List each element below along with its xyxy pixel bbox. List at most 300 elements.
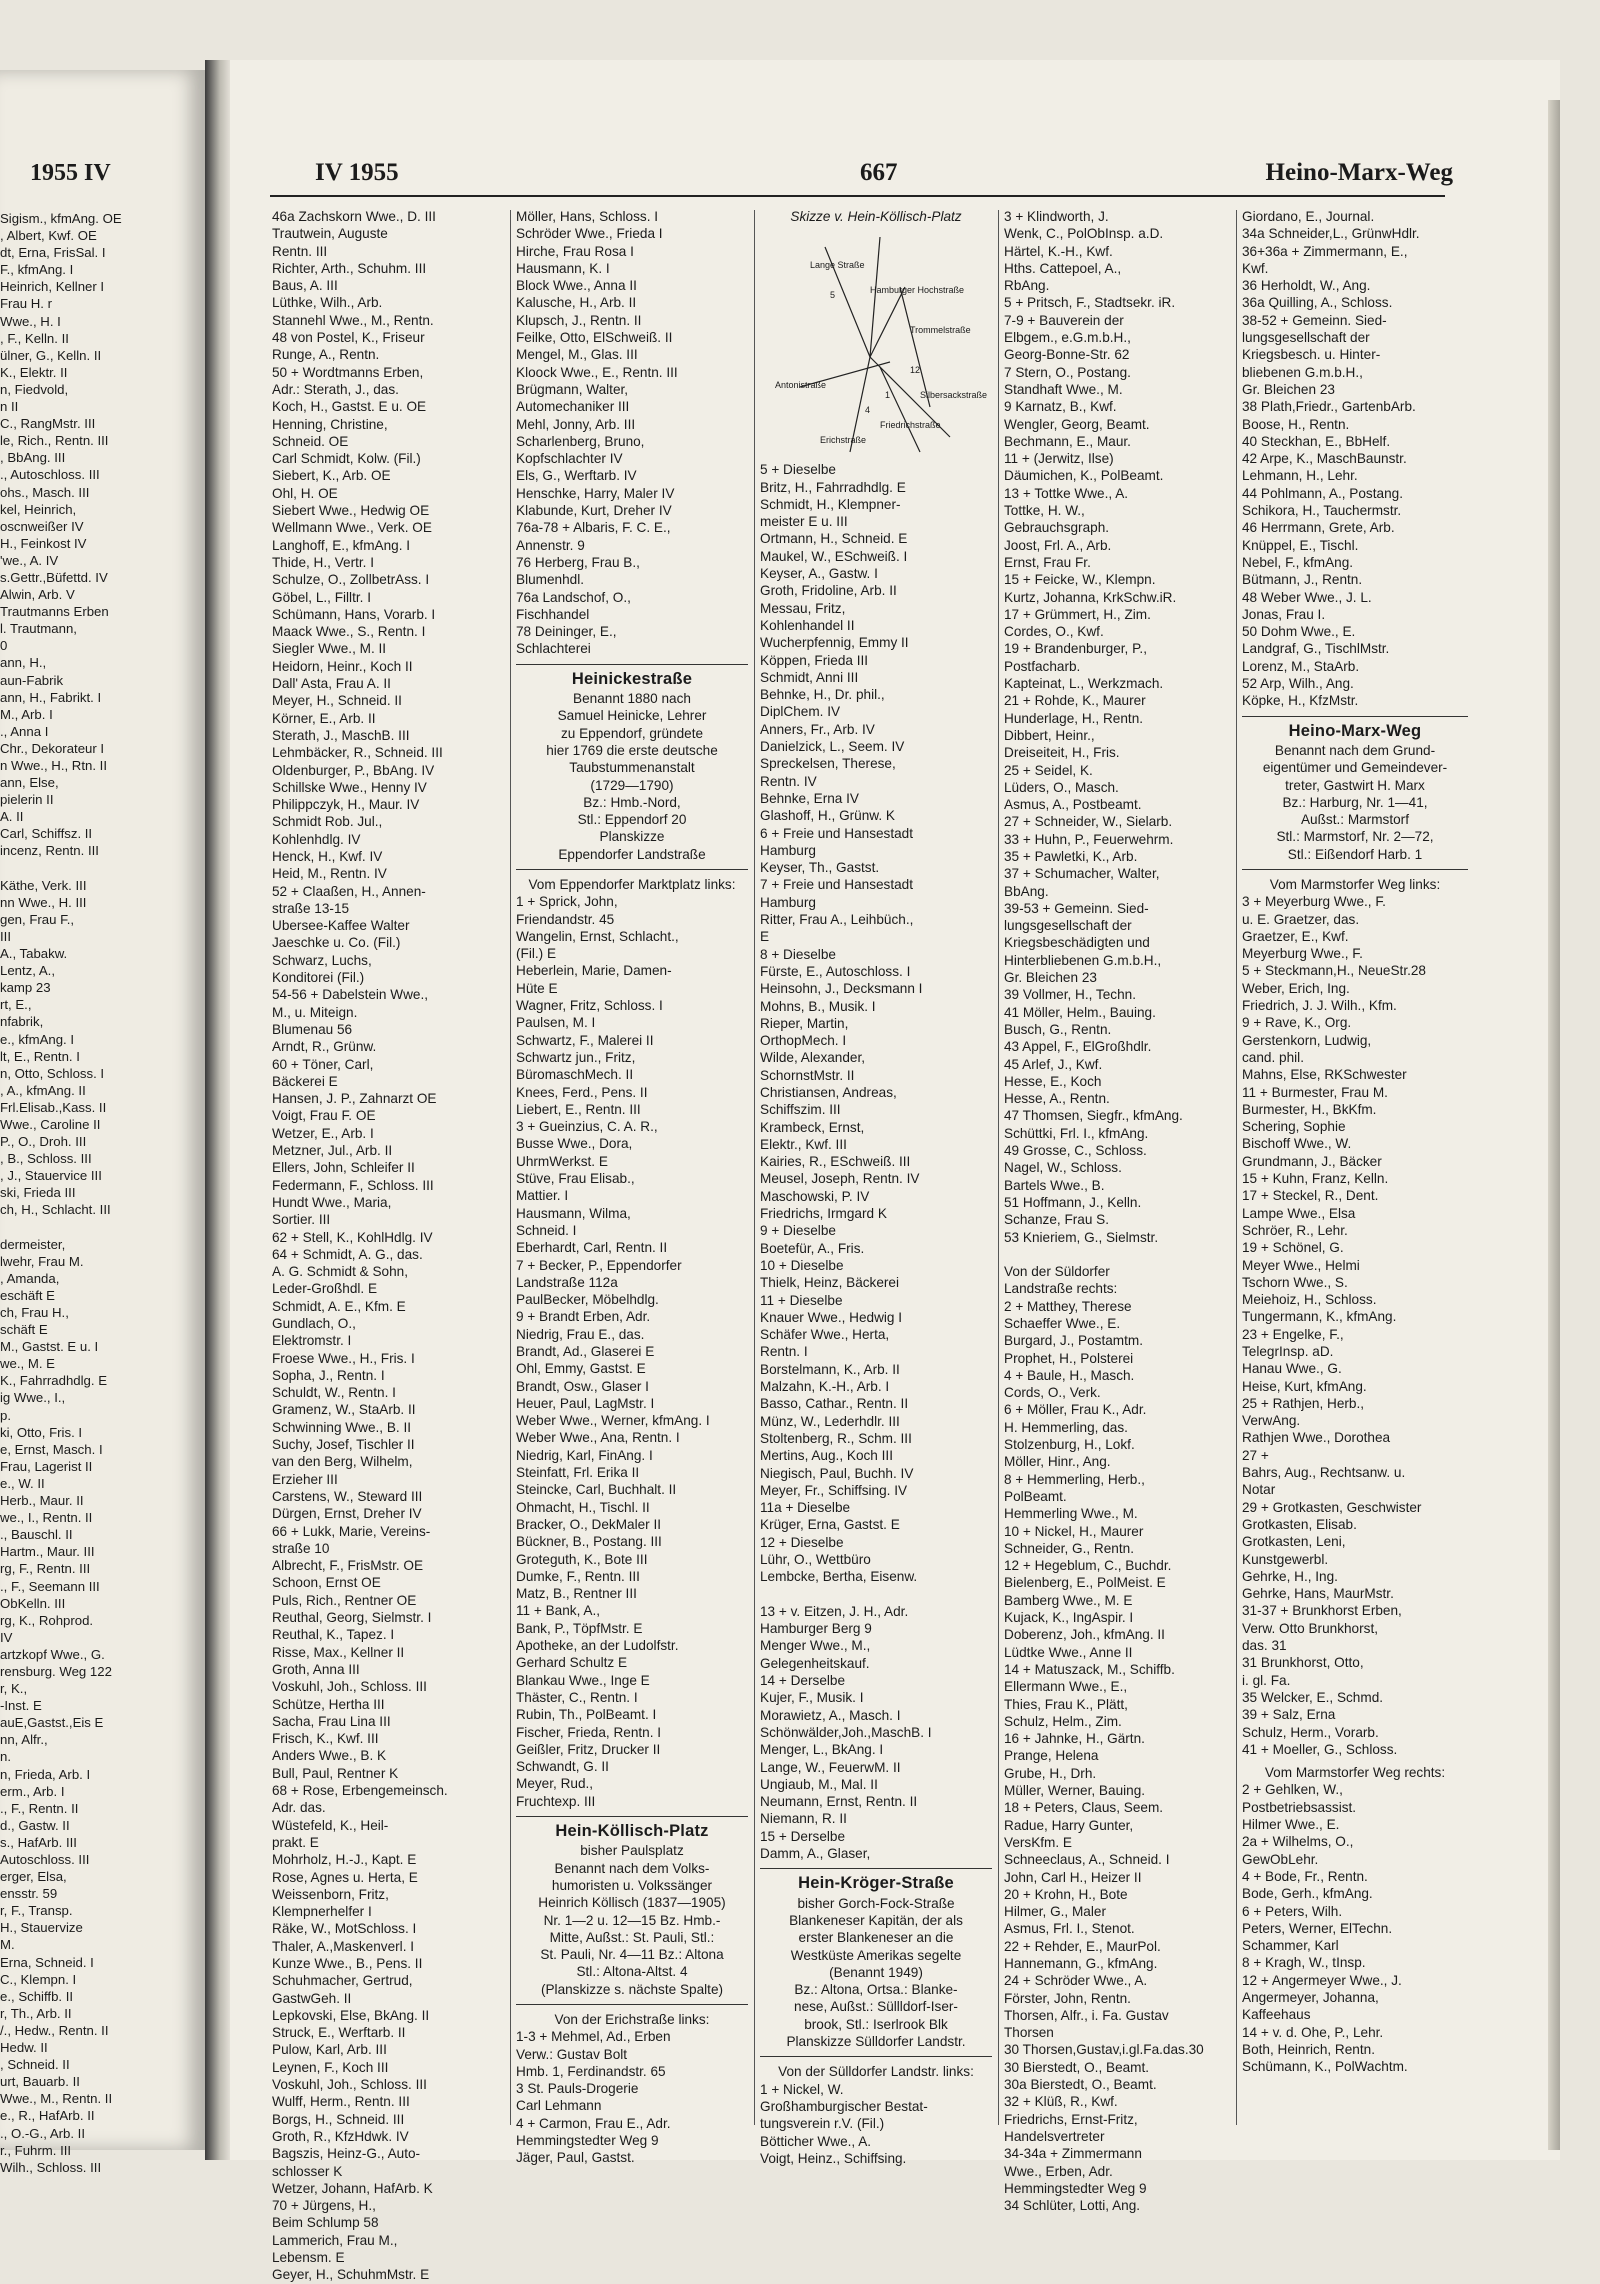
street-intro-line: Heinrich Köllisch (1837—1905) [538, 1895, 726, 1911]
directory-entry: , Schneid. II [0, 2057, 70, 2073]
directory-entry: P., O., Droh. III [0, 1134, 87, 1150]
directory-entry: Bull, Paul, Rentner K [272, 1765, 399, 1781]
directory-entry: Maschowski, P. IV [760, 1188, 870, 1204]
directory-entry: erm., Arb. I [0, 1783, 65, 1799]
map-street-label: Hamburger Hochstraße [870, 285, 965, 296]
directory-entry: Nebel, F., kfmAng. [1242, 554, 1354, 570]
directory-entry: Rentn. IV [760, 773, 817, 789]
column-separator [1236, 210, 1237, 2125]
directory-entry: Thäster, C., Rentn. I [516, 1689, 638, 1705]
direction-heinicke: Vom Eppendorfer Marktplatz links: [528, 876, 736, 892]
directory-entry: Ellermann Wwe., E., [1004, 1679, 1128, 1695]
directory-entry: Heidorn, Heinr., Koch II [272, 658, 413, 674]
column-separator [754, 210, 755, 2125]
directory-entry: Rose, Agnes u. Herta, E [272, 1869, 418, 1885]
direction-koellisch: Von der Erichstraße links: [554, 2011, 710, 2027]
directory-entry: Wwe., M., Rentn. II [0, 2091, 113, 2107]
directory-entry: Boose, H., Rentn. [1242, 416, 1350, 432]
directory-entry: Gelegenheitskauf. [760, 1655, 870, 1671]
directory-entry: Messau, Fritz, [760, 600, 846, 616]
directory-entry: l. Trautmann, [0, 621, 77, 637]
directory-entry: K., Elektr. II [0, 364, 68, 380]
directory-entry: 35 + Pawletki, K., Arb. [1004, 848, 1138, 864]
street-intro-line: erster Blankeneser an die [798, 1930, 954, 1946]
street-intro-line: (Benannt 1949) [829, 1964, 923, 1980]
street-intro-line: (1729—1790) [590, 777, 674, 793]
directory-entry: OrthopMech. I [760, 1033, 847, 1049]
directory-entry: Metzner, Jul., Arb. II [272, 1143, 393, 1159]
directory-entry: Heinrich, Kellner I [0, 279, 105, 295]
directory-entry: Maukel, W., ESchweiß. I [760, 548, 908, 564]
directory-entry: VerwAng. [1242, 1413, 1301, 1429]
directory-entry: Schulz, Herm., Vorarb. [1242, 1724, 1379, 1740]
directory-entry: Thies, Frau K., Plätt, [1004, 1696, 1128, 1712]
directory-entry: 12 + Dieselbe [760, 1534, 844, 1550]
directory-entry: Köpke, H., KfzMstr. [1242, 693, 1359, 709]
directory-entry: Hedw. II [0, 2040, 48, 2056]
directory-entry: le, Rich., Rentn. III [0, 433, 109, 449]
directory-entry: p. [0, 1407, 11, 1423]
directory-entry: ., F., Rentn. II [0, 1800, 79, 1816]
directory-entry: Erzieher III [272, 1471, 338, 1487]
street-intro-line: Mitte, Außst.: St. Pauli, Stl.: [549, 1929, 715, 1945]
directory-entry: A., Tabakw. [0, 946, 68, 962]
directory-entry: Knees, Ferd., Pens. II [516, 1084, 648, 1100]
map-house-number: 12 [910, 365, 921, 376]
directory-entry: 2 + Gehlken, W., [1242, 1782, 1343, 1798]
directory-entry: Maack Wwe., S., Rentn. I [272, 624, 426, 640]
directory-entry: 13 + Tottke Wwe., A. [1004, 485, 1129, 501]
section-divider [1242, 716, 1468, 717]
directory-entry: GewObLehr. [1242, 1851, 1319, 1867]
directory-entry: 46a Zachskorn Wwe., D. III [272, 209, 436, 224]
directory-entry: Däumichen, K., PolBeamt. [1004, 468, 1164, 484]
directory-entry: Hundt Wwe., Maria, [272, 1194, 392, 1210]
left-page-entries [0, 210, 200, 2176]
directory-entry: 52 + Claaßen, H., Annen- [272, 883, 426, 899]
directory-entry: 0 [0, 638, 8, 654]
directory-entry: 51 Hoffmann, J., Kelln. [1004, 1194, 1142, 1210]
directory-entry: Hamburg [760, 894, 816, 910]
directory-entry: 3 St. Pauls-Drogerie [516, 2081, 639, 2097]
directory-entry: Dibbert, Heinr., [1004, 727, 1095, 743]
directory-entry: Knauer Wwe., Hedwig I [760, 1309, 903, 1325]
directory-entry: 9 Karnatz, B., Kwf. [1004, 399, 1117, 415]
directory-entry: 25 + Seidel, K. [1004, 762, 1093, 778]
directory-entry: Möller, Hinr., Ang. [1004, 1454, 1111, 1470]
directory-entry: Meyer, Rud., [516, 1776, 594, 1792]
directory-entry: Tottke, H. W., [1004, 503, 1085, 519]
directory-entry: 21 + Rohde, K., Maurer [1004, 693, 1146, 709]
directory-entry: Ungiaub, M., Mal. II [760, 1776, 878, 1792]
directory-entry: Jäger, Paul, Gastst. [516, 2150, 635, 2166]
directory-entry: 6 + Peters, Wilh. [1242, 1903, 1343, 1919]
directory-entry: Adr. das. [272, 1800, 326, 1816]
directory-entry: Sacha, Frau Lina III [272, 1713, 391, 1729]
directory-entry: n Wwe., H., Rtn. II [0, 758, 107, 773]
directory-entry: ki, Otto, Fris. I [0, 1424, 83, 1440]
directory-entry: Paulsen, M. I [516, 1015, 596, 1031]
directory-entry: van den Berg, Wilhelm, [272, 1454, 413, 1470]
directory-entry: UhrmWerkst. E [516, 1153, 608, 1169]
directory-entry: 45 Arlef, J., Kwf. [1004, 1056, 1103, 1072]
directory-entry: we., I., Rentn. II [0, 1510, 93, 1526]
directory-entry: 48 von Postel, K., Friseur [272, 330, 425, 346]
directory-entry: Fruchtexp. III [516, 1793, 596, 1809]
directory-entry: Schümann, K., PolWachtm. [1242, 2059, 1408, 2075]
street-entries-heinicke [516, 893, 748, 1810]
directory-entry [1004, 1246, 1230, 1263]
directory-entry: BbAng. [1004, 883, 1049, 899]
street-intro-line: Benannt nach dem Grund- [1274, 742, 1436, 758]
directory-entry: Trautmanns Erben [0, 604, 109, 620]
street-heading-heino-marx: Heino-Marx-Weg [1288, 721, 1422, 740]
directory-entry: incenz, Rentn. III [0, 843, 99, 859]
directory-entry: Prange, Helena [1004, 1748, 1099, 1764]
directory-entry: Neumann, Ernst, Rentn. II [760, 1794, 918, 1810]
directory-entry: Bagszis, Heinz-G., Auto- [272, 2146, 421, 2162]
page-edge [1548, 100, 1560, 2150]
directory-entry: 64 + Schmidt, A. G., das. [272, 1246, 423, 1262]
directory-entry: Dürgen, Ernst, Dreher IV [272, 1506, 422, 1522]
sketch-map-lines [770, 227, 980, 457]
directory-entry: ann, H., [0, 655, 47, 671]
directory-entry: Groth, Fridoline, Arb. II [760, 583, 897, 599]
section-divider [516, 869, 748, 870]
directory-entry: , A., kfmAng. II [0, 1082, 86, 1098]
street-intro-line: Außst.: Marmstorf [1300, 812, 1409, 828]
directory-entry: Sortier. III [272, 1212, 331, 1228]
directory-entry: n, Frieda, Arb. I [0, 1766, 91, 1782]
directory-entry: Lebensm. E [272, 2250, 345, 2266]
directory-entry: 2 + Matthey, Therese [1004, 1298, 1132, 1314]
directory-entry: n, Otto, Schloss. I [0, 1065, 105, 1081]
directory-entry: Leder-Großhdl. E [272, 1281, 378, 1297]
directory-entry: Kujack, K., IngAspir. I [1004, 1610, 1134, 1626]
directory-entry: Ernst, Frau Fr. [1004, 554, 1091, 570]
directory-entry: Schammer, Karl [1242, 1938, 1339, 1954]
directory-entry: Konditorei (Fil.) [272, 970, 365, 986]
directory-entry: Burgard, J., Postamtm. [1004, 1333, 1144, 1349]
directory-entry: Friedrichs, Irmgard K [760, 1206, 887, 1222]
directory-entry: Schröder Wwe., Frieda I [516, 226, 663, 242]
map-house-number: 1 [885, 390, 891, 401]
directory-entry: Rubin, Th., PolBeamt. I [516, 1707, 657, 1723]
directory-entry: r, Th., Arb. II [0, 2005, 72, 2021]
street-intro-heinicke [516, 690, 748, 863]
street-intro-line: zu Eppendorf, gründete [560, 725, 704, 741]
directory-entry: Münz, W., Lederhdlr. III [760, 1413, 900, 1429]
directory-entry: 36 Herholdt, W., Ang. [1242, 278, 1371, 294]
directory-entry: Hths. Cattepoel, A., [1004, 260, 1122, 276]
directory-entry: H., Stauervize [0, 1920, 83, 1936]
directory-entry: 25 + Rathjen, Herb., [1242, 1395, 1365, 1411]
directory-entry: Behnke, H., Dr. phil., [760, 687, 885, 703]
directory-entry: Heuer, Paul, LagMstr. I [516, 1395, 655, 1411]
directory-entry: Frau H. r [0, 296, 53, 312]
directory-entry: III [0, 928, 11, 944]
directory-entry: Frl.Elisab.,Kass. II [0, 1099, 107, 1115]
directory-entry: 50 Dohm Wwe., E. [1242, 624, 1356, 640]
directory-entry: Schikora, H., Tauchermstr. [1242, 503, 1402, 519]
directory-entry: Schwarz, Luchs, [272, 952, 372, 968]
directory-entry: 30 Thorsen,Gustav,i.gl.Fa.das.30 [1004, 2042, 1204, 2058]
directory-entry: Ohl, Emmy, Gastst. E [516, 1361, 646, 1377]
directory-entry: Keyser, A., Gastw. I [760, 566, 878, 582]
directory-entry: eschäft E [0, 1287, 55, 1303]
direction-heino-left: Vom Marmstorfer Weg links: [1269, 876, 1441, 892]
directory-entry: Federmann, F., Schloss. III [272, 1177, 434, 1193]
directory-entry: 8 + Dieselbe [760, 946, 836, 962]
directory-entry: 62 + Stell, K., KohlHdlg. IV [272, 1229, 433, 1245]
directory-entry: Fischer, Frieda, Rentn. I [516, 1724, 662, 1740]
directory-entry: 4 + Bode, Fr., Rentn. [1242, 1868, 1368, 1884]
directory-entry: Niemann, R. II [760, 1811, 847, 1827]
street-sketch-map [770, 227, 988, 457]
directory-entry: Britz, H., Fahrradhdlg. E [760, 479, 906, 495]
directory-entry: Meusel, Joseph, Rentn. IV [760, 1171, 920, 1187]
directory-entry: Rathjen Wwe., Dorothea [1242, 1430, 1391, 1446]
direction-kroeger: Von der Sülldorfer Landstr. links: [778, 2064, 974, 2080]
directory-entry: 29 + Grotkasten, Geschwister [1242, 1499, 1422, 1515]
directory-entry: 2a + Wilhelms, O., [1242, 1834, 1354, 1850]
directory-entry: Froese Wwe., H., Fris. I [272, 1350, 415, 1366]
directory-entry: Autoschloss. III [0, 1852, 90, 1867]
directory-entry: Busch, G., Rentn. [1004, 1021, 1112, 1037]
directory-entry: Gerhard Schultz E [516, 1655, 628, 1671]
directory-entry: Heinsohn, J., Decksmann I [760, 981, 923, 997]
directory-entry: ., Autoschloss. III [0, 467, 100, 483]
directory-entry: Liebert, E., Rentn. III [516, 1101, 641, 1117]
directory-entry: Mahns, Else, RKSchwester [1242, 1067, 1407, 1083]
directory-entry: Borgs, H., Schneid. III [272, 2111, 405, 2127]
directory-entry: GastwGeh. II [272, 1990, 352, 2006]
page-header-left: IV 1955 [315, 159, 399, 186]
column-1 [272, 208, 504, 2283]
directory-entry: 30 Bierstedt, O., Beamt. [1004, 2059, 1150, 2075]
directory-entry: Kohlenhdlg. IV [272, 831, 361, 847]
directory-entry: DiplChem. IV [760, 704, 841, 720]
directory-entry: Kalusche, H., Arb. II [516, 295, 637, 311]
directory-entry: Doberenz, Joh., kfmAng. II [1004, 1627, 1165, 1643]
directory-entry: Postfacharb. [1004, 658, 1081, 674]
directory-entry: IV [0, 1629, 13, 1645]
section-divider [516, 1816, 748, 1817]
directory-entry: Niegisch, Paul, Buchh. IV [760, 1465, 914, 1481]
directory-entry: Mertins, Aug., Koch III [760, 1448, 893, 1464]
directory-entry: Weber Wwe., Werner, kfmAng. I [516, 1413, 710, 1429]
directory-entry: Langhoff, E., kfmAng. I [272, 537, 411, 553]
directory-entry: SchornstMstr. II [760, 1067, 855, 1083]
directory-entry: Basso, Cathar., Rentn. II [760, 1396, 909, 1412]
directory-entry: Block Wwe., Anna II [516, 278, 637, 294]
directory-entry: K., Fahrradhdlg. E [0, 1373, 108, 1389]
directory-entry: Steinfatt, Frl. Erika II [516, 1465, 640, 1481]
directory-entry: Landstraße rechts: [1004, 1281, 1118, 1297]
directory-entry: Schmidt Rob. Jul., [272, 814, 383, 830]
street-intro-line: Bz.: Harburg, Nr. 1—41, [1282, 794, 1428, 810]
former-name-kroeger: bisher Gorch-Fock-Straße [797, 1895, 955, 1911]
directory-entry: 39-53 + Gemeinn. Sied- [1004, 900, 1149, 916]
directory-entry: aun-Fabrik [0, 672, 64, 688]
directory-entry: Jonas, Frau I. [1242, 606, 1326, 622]
directory-entry: ., Anna I [0, 723, 49, 739]
street-intro-line: Planskizze [599, 829, 665, 845]
directory-entry: Förster, John, Rentn. [1004, 1990, 1131, 2006]
directory-entry: 9 + Dieselbe [760, 1223, 836, 1239]
directory-entry: Siebert, K., Arb. OE [272, 468, 391, 484]
directory-entry: Kloock Wwe., E., Rentn. III [516, 364, 678, 380]
directory-entry: Mengel, M., Glas. III [516, 347, 638, 363]
directory-entry: e., kfmAng. I [0, 1031, 75, 1047]
directory-entry: Reuthal, Georg, Sielmstr. I [272, 1610, 432, 1626]
directory-entry: 23 + Engelke, F., [1242, 1326, 1344, 1342]
directory-entry: M., u. Miteign. [272, 1004, 358, 1020]
directory-entry: Schuhmacher, Gertrud, [272, 1973, 413, 1989]
directory-entry: Friendandstr. 45 [516, 911, 615, 927]
street-intro-line: Benannt 1880 nach [573, 691, 691, 707]
directory-entry: Leynen, F., Koch III [272, 2059, 389, 2075]
section-divider [516, 2004, 748, 2005]
directory-entry: 1 + Sprick, John, [516, 894, 618, 910]
street-entries-koellisch [516, 2028, 748, 2166]
directory-entry: Klupsch, J., Rentn. II [516, 312, 642, 328]
directory-entry: 68 + Rose, Erbengemeinsch. [272, 1783, 448, 1799]
directory-entry: Mohns, B., Musik. I [760, 998, 876, 1014]
directory-entry: E [760, 929, 770, 945]
directory-entry: Erna, Schneid. I [0, 1954, 94, 1970]
directory-entry: Hinterbliebenen G.m.b.H., [1004, 952, 1162, 968]
directory-entry: A. G. Schmidt & Sohn, [272, 1264, 408, 1280]
directory-entry: r, F., Transp. [0, 1903, 73, 1919]
directory-entry: 4 + Carmon, Frau E., Adr. [516, 2115, 671, 2131]
directory-entry: 40 Steckhan, E., BbHelf. [1242, 433, 1391, 449]
directory-entry: 34a Schneider,L., GrünwHdlr. [1242, 226, 1420, 242]
former-name-koellisch: bisher Paulsplatz [580, 1843, 684, 1859]
directory-entry: Malzahn, K.-H., Arb. I [760, 1379, 890, 1395]
directory-entry: Wwe., H. I [0, 313, 61, 329]
directory-entry: Groth, Anna III [272, 1661, 360, 1677]
directory-entry: Klempnerhelfer I [272, 1904, 372, 1920]
directory-entry: 30a Bierstedt, O., Beamt. [1004, 2077, 1157, 2093]
directory-entry: Wengler, Georg, Beamt. [1004, 416, 1150, 432]
directory-entry: nn, Alfr., [0, 1732, 48, 1748]
directory-entry: , Amanda, [0, 1270, 60, 1286]
directory-entry: 39 + Salz, Erna [1242, 1707, 1336, 1723]
street-entries-kroeger [760, 2081, 992, 2167]
directory-entry: 7 Stern, O., Postang. [1004, 364, 1131, 380]
map-street-label: Antonistraße [775, 380, 827, 391]
directory-entry: Thielk, Heinz, Bäckerei [760, 1275, 900, 1291]
directory-entry: Wetzer, Johann, HafArb. K [272, 2180, 433, 2196]
directory-entry: r, K., [0, 1681, 28, 1697]
street-intro-line: St. Pauli, Nr. 4—11 Bz.: Altona [540, 1947, 724, 1963]
directory-entry: Meyer, Fr., Schiffsing. IV [760, 1482, 908, 1498]
directory-entry: Geißler, Fritz, Drucker II [516, 1741, 661, 1757]
directory-entry: Wagner, Fritz, Schloss. I [516, 998, 663, 1014]
directory-entry: Wucherpfennig, Emmy II [760, 635, 909, 651]
directory-entry: lt, E., Rentn. I [0, 1048, 80, 1064]
directory-entry: Schneider, G., Rentn. [1004, 1540, 1134, 1556]
directory-entry: Pulow, Karl, Arb. III [272, 2042, 387, 2058]
directory-entry: Richter, Arth., Schuhm. III [272, 260, 427, 276]
directory-entry: Kohlenhandel II [760, 617, 855, 633]
directory-entry: 1 + Nickel, W. [760, 2081, 844, 2097]
directory-entry: , F., Kelln. II [0, 330, 69, 346]
directory-entry: 47 Thomsen, Siegfr., kfmAng. [1004, 1108, 1183, 1124]
directory-entry: i. gl. Fa. [1242, 1672, 1291, 1688]
directory-entry: Schütze, Hertha III [272, 1696, 385, 1712]
directory-entry: Sopha, J., Rentn. I [272, 1367, 385, 1383]
map-house-number: 5 [830, 290, 836, 301]
directory-entry: 78 Deininger, E., [516, 624, 617, 640]
section-divider [1242, 869, 1468, 870]
map-caption: Skizze v. Hein-Köllisch-Platz [790, 209, 962, 224]
directory-entry: Thorsen [1004, 2025, 1054, 2041]
directory-entry: r., Fuhrm. III [0, 2142, 72, 2158]
directory-entry: Wulff, Herm., Rentn. III [272, 2094, 410, 2110]
directory-entry: John, Carl H., Heizer II [1004, 1869, 1142, 1885]
directory-entry: 11 + Dieselbe [760, 1292, 843, 1308]
directory-entry: 48 Weber Wwe., J. L. [1242, 589, 1372, 605]
directory-entry: Friedrich, J. J. Wilh., Kfm. [1242, 998, 1397, 1014]
directory-entry: dermeister, [0, 1236, 66, 1252]
directory-entry: 6 + Möller, Frau K., Adr. [1004, 1402, 1147, 1418]
directory-entry: TelegrInsp. aD. [1242, 1344, 1334, 1359]
directory-entry: 52 Arp, Wilh., Ang. [1242, 676, 1354, 692]
directory-entry: Hilmer, G., Maler [1004, 1904, 1106, 1920]
directory-entry: Friedrichs, Ernst-Fritz, [1004, 2111, 1138, 2127]
directory-entry: Wellmann Wwe., Verk. OE [272, 520, 432, 536]
directory-entry: Dreiseiteit, H., Fris. [1004, 745, 1120, 761]
directory-entry: Blankau Wwe., Inge E [516, 1672, 650, 1688]
directory-entry: Käthe, Verk. III [0, 877, 87, 893]
street-intro-line: hier 1769 die erste deutsche [546, 742, 718, 758]
directory-entry: Keyser, Th., Gastst. [760, 860, 880, 876]
directory-entry: , Albert, Kwf. OE [0, 228, 97, 244]
directory-entry: Notar [1242, 1482, 1276, 1498]
directory-entry: Frisch, K., Kwf. III [272, 1731, 379, 1747]
directory-entry: Hüte E [516, 980, 558, 996]
page-header [255, 155, 1453, 191]
directory-entry: Tungermann, K., kfmAng. [1242, 1309, 1397, 1325]
directory-entry: Behnke, Erna IV [760, 790, 859, 806]
directory-entry: 49 Grosse, C., Schloss. [1004, 1143, 1147, 1159]
directory-entry: Bahrs, Aug., Rechtsanw. u. [1242, 1465, 1406, 1481]
directory-entry: 18 + Peters, Claus, Seem. [1004, 1800, 1164, 1816]
directory-entry: Puls, Rich., Rentner OE [272, 1592, 417, 1608]
directory-entry: Hesse, E., Koch [1004, 1073, 1102, 1089]
running-street-name: Heino-Marx-Weg [1265, 159, 1453, 186]
directory-entry: Meiehoiz, H., Schloss. [1242, 1292, 1377, 1308]
directory-entry: 15 + Kuhn, Franz, Kelln. [1242, 1171, 1389, 1187]
directory-entry: Brandt, Osw., Glaser I [516, 1378, 649, 1394]
directory-entry: Heise, Kurt, kfmAng. [1242, 1378, 1367, 1394]
directory-entry: 54-56 + Dabelstein Wwe., [272, 987, 429, 1003]
directory-entry: Lüders, O., Masch. [1004, 779, 1119, 795]
directory-entry: Steincke, Carl, Buchhalt. II [516, 1482, 677, 1498]
directory-entry: Schneeclaus, A., Schneid. I [1004, 1852, 1170, 1868]
directory-entry: Schwartz, F., Malerei II [516, 1032, 654, 1048]
directory-entry: Ellers, John, Schleifer II [272, 1160, 415, 1176]
directory-entry: Stolzenburg, H., Lokf. [1004, 1437, 1135, 1453]
directory-entry: Kriegsbeschädigten und [1004, 935, 1150, 951]
directory-entry: Bischoff Wwe., W. [1242, 1136, 1352, 1152]
directory-entry: Bartels Wwe., B. [1004, 1177, 1105, 1193]
street-intro-line: Blankeneser Kapitän, der als [789, 1912, 963, 1928]
directory-entry: 19 + Brandenburger, P., [1004, 641, 1147, 657]
directory-entry: nfabrik, [0, 1014, 44, 1030]
